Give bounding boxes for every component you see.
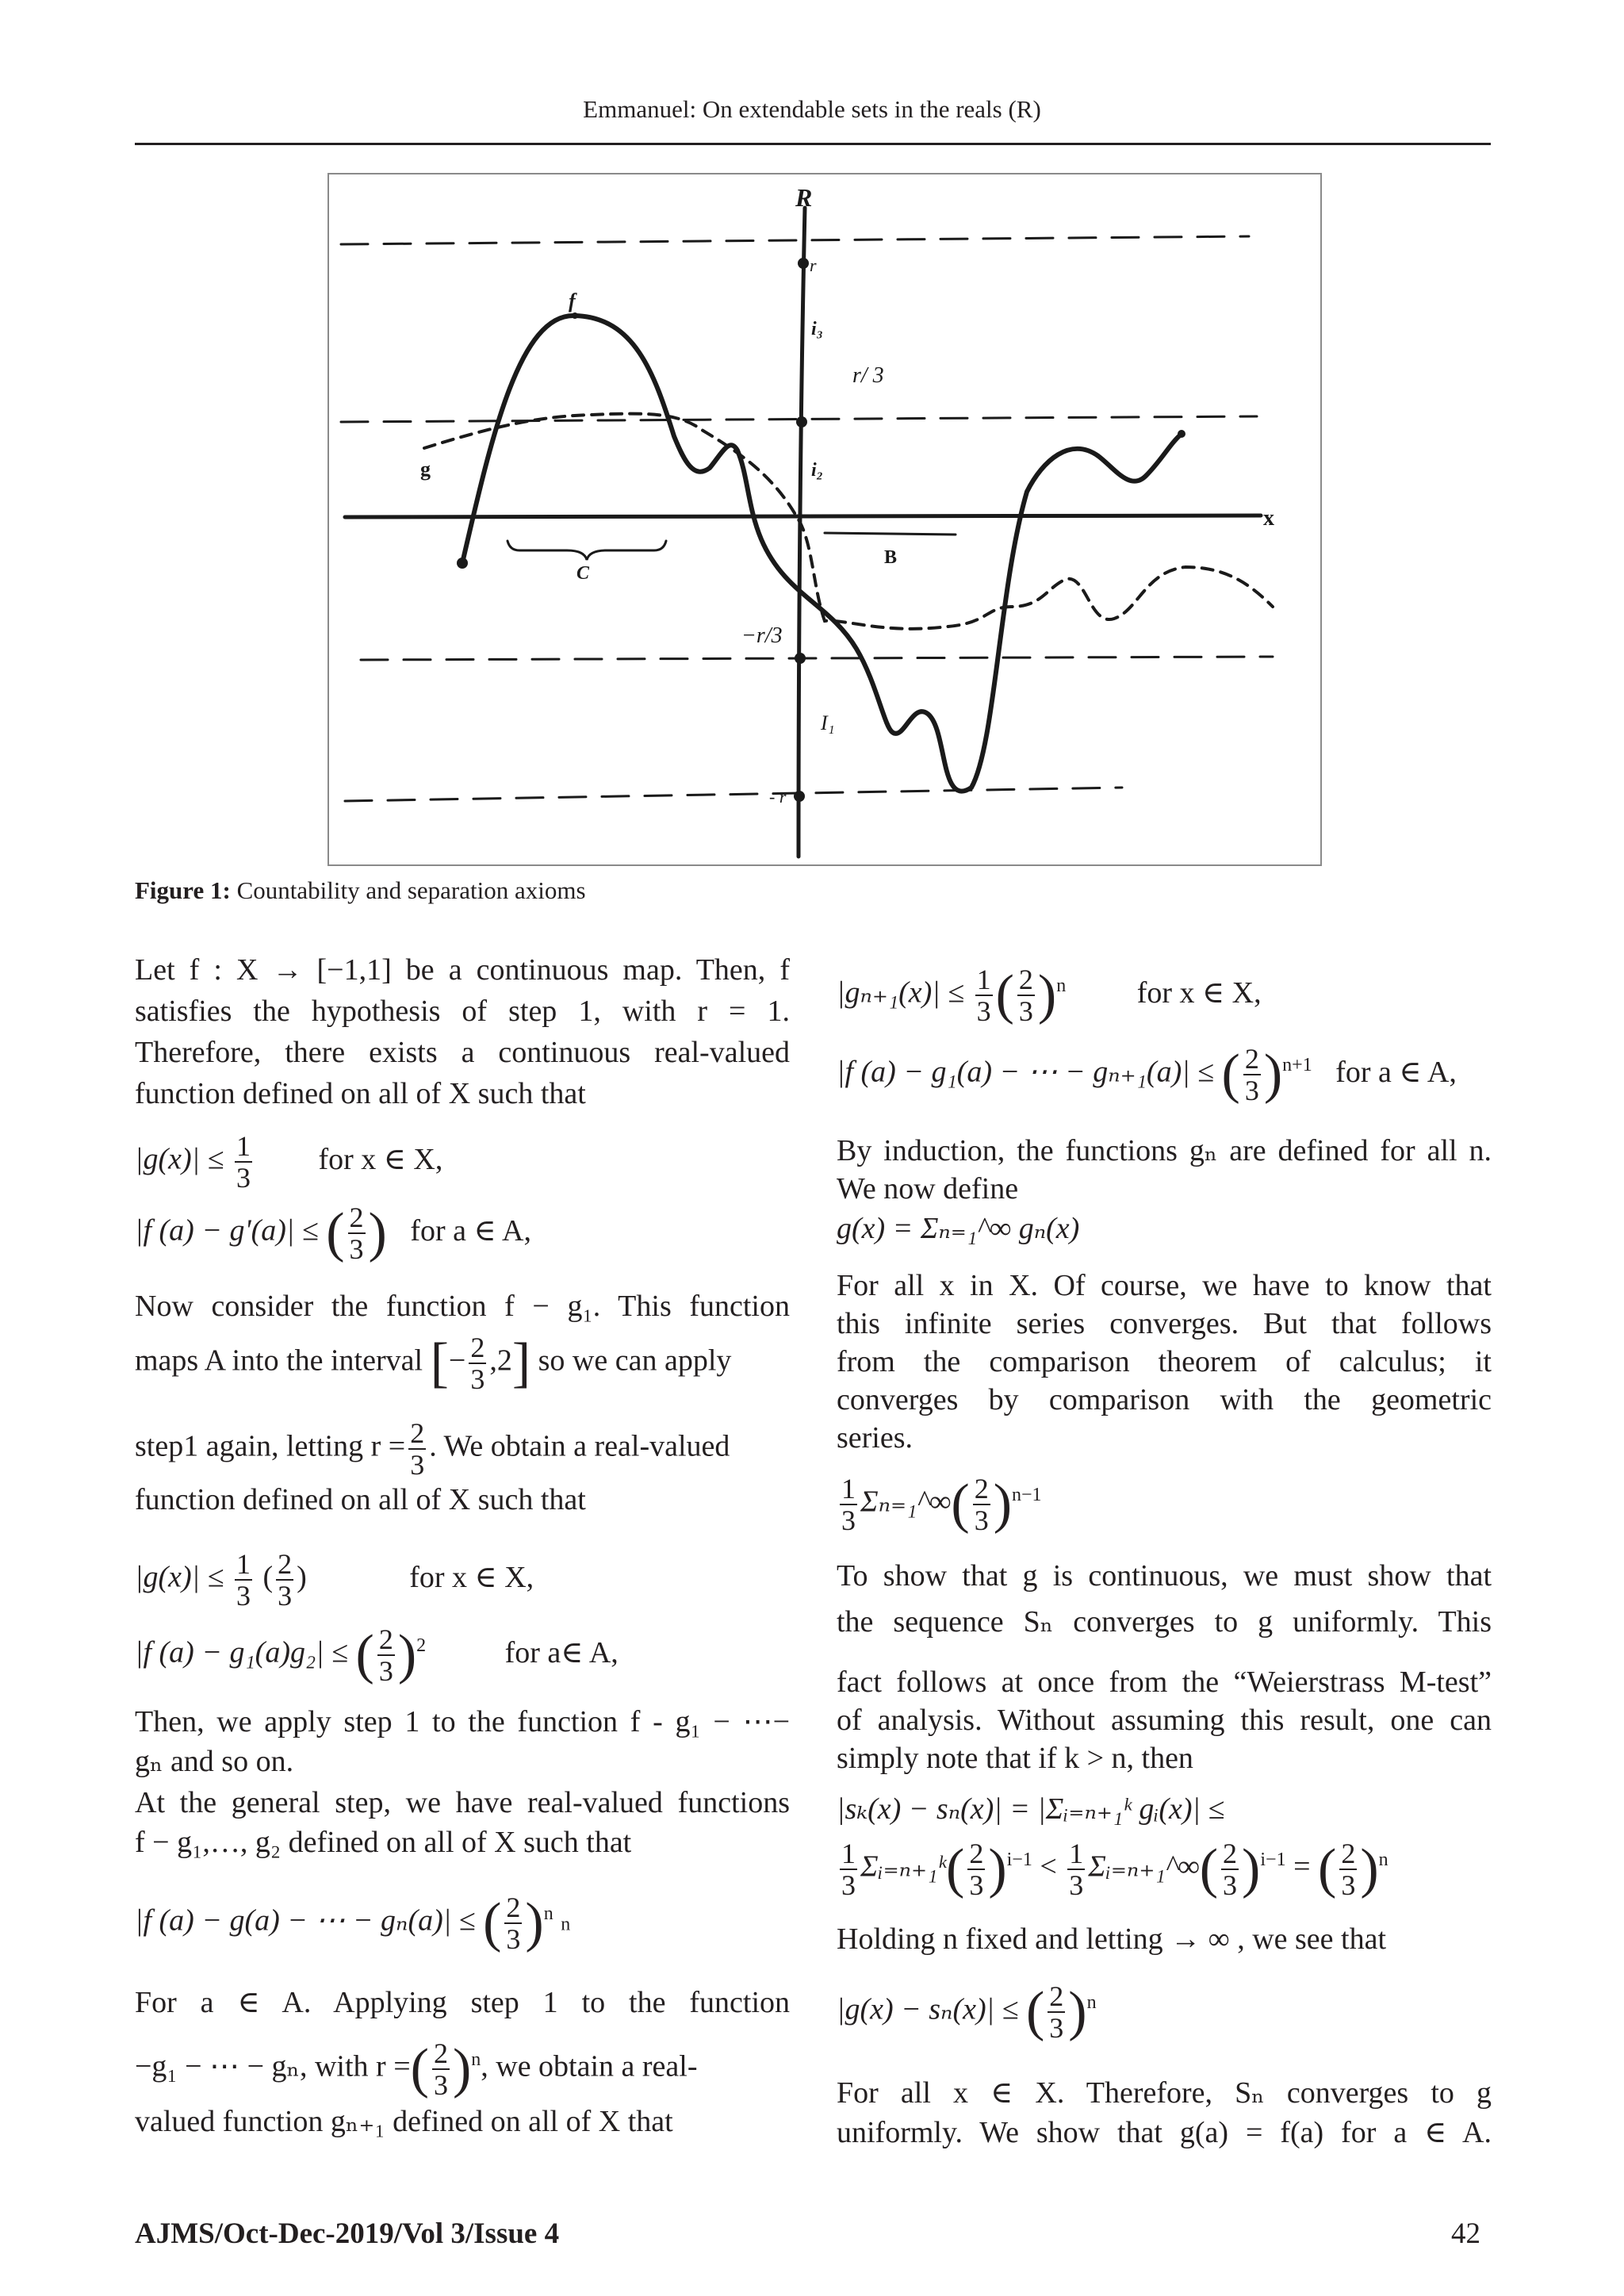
right-p3-line3: fact follows at once from the “Weierstrass M-test”: [837, 1665, 1492, 1699]
f-label: f: [569, 289, 576, 312]
right-eq6-cond: for x ∈ X,: [1136, 976, 1262, 1010]
right-p2-line2: this infinite series converges. But that follows: [837, 1307, 1492, 1340]
right-eq10: |sₖ(x) − sₙ(x)| = |Σᵢ₌ₙ₊₁ᵏ gᵢ(x)| ≤: [837, 1792, 1225, 1826]
header-rule: [135, 143, 1491, 145]
neg-r-dot: [794, 791, 805, 802]
b-line: [825, 533, 956, 535]
right-p1-line2: We now define: [837, 1172, 1019, 1205]
left-eq1-lhs: |g(x)| ≤: [135, 1142, 224, 1176]
left-p2-line2: maps A into the interval [− $\frac{2}{3}$ ,2] so we can apply: [135, 1332, 732, 1395]
left-p3-line1: Then, we apply step 1 to the function f - g₁ − ⋯−: [135, 1705, 790, 1738]
left-p5-line2-post: , we obtain a real-: [481, 2049, 698, 2083]
i2-label: i₂: [811, 460, 824, 481]
footer-page-number: 42: [1451, 2217, 1480, 2250]
r-frac: [408, 1418, 426, 1480]
f-start-dot: [457, 558, 468, 569]
frac-num: 1: [236, 1130, 251, 1162]
left-p5-line1: For a ∈ A. Applying step 1 to the function: [135, 1986, 790, 2019]
level-neg-r3-line: [361, 657, 1273, 660]
running-head: Emmanuel: On extendable sets in the reals (R): [583, 95, 1041, 123]
left-eq3-cond: for x ∈ X,: [409, 1560, 534, 1594]
c-label: C: [576, 563, 590, 584]
left-p1-line4: function defined on all of X such that: [135, 1077, 586, 1110]
right-p2-line3: from the comparison theorem of calculus; it: [837, 1345, 1492, 1378]
figure-1-drawing: [329, 174, 1320, 864]
right-eq7-cond: for a ∈ A,: [1335, 1055, 1457, 1089]
frac-num: 2: [349, 1202, 364, 1233]
left-eq4: |f (a) − g₁(a)g₂| ≤ ( $\frac{2}{3}$ )$^2$ for a∈ A,: [135, 1623, 619, 1687]
right-eq11: $\frac{1}{3}$ Σᵢ₌ₙ₊₁ᵏ( $\frac{2}{3}$ )$^{i-1}$ < $\frac{1}{3}$ Σᵢ₌ₙ₊₁^∞( $\frac{2}{3}$ )$^{i-1}$ = ( $\frac{2}{3}$ )$^n$: [841, 1838, 1388, 1901]
f-end-dot: [1178, 430, 1185, 438]
right-p1-line1: By induction, the functions gₙ are defined for all n.: [837, 1134, 1492, 1167]
x-axis-label: x: [1263, 506, 1274, 531]
i1-label: I₁: [821, 711, 835, 734]
right-p3-line2: the sequence Sₙ converges to g uniformly. This: [837, 1605, 1492, 1639]
r-dot: [798, 258, 809, 269]
i3-label: i₃: [811, 319, 824, 339]
right-eq7: |f (a) − g₁(a) − ⋯ − gₙ₊₁(a)| ≤ ( $\frac{2}{3}$ )$^{n+1}$ for a ∈ A,: [837, 1043, 1457, 1106]
right-p3-line5: simply note that if k > n, then: [837, 1742, 1193, 1775]
right-eq12-lhs: |g(x) − sₙ(x)| ≤: [837, 1992, 1019, 2026]
right-eq9-sum: Σₙ₌₁^∞: [860, 1485, 952, 1519]
left-p5-line2-pre: −g₁ − ⋯ − gₙ, with r =: [135, 2049, 411, 2083]
footer-journal: AJMS/Oct-Dec-2019/Vol 3/Issue 4: [135, 2217, 560, 2250]
left-eq3-lhs: |g(x)| ≤: [135, 1560, 224, 1594]
left-eq2-frac: [348, 1202, 366, 1264]
left-p2-line2-pre: maps A into the interval: [135, 1343, 423, 1378]
figure-1: [327, 173, 1322, 866]
g-label: g: [420, 458, 431, 481]
right-p3-line1: To show that g is continuous, we must show that: [837, 1559, 1492, 1593]
left-eq4-cond: for a∈ A,: [504, 1635, 619, 1669]
right-p2-line4: converges by comparison with the geometric: [837, 1383, 1492, 1416]
level-neg-r-line: [345, 788, 1122, 801]
r-label: r: [810, 255, 817, 275]
left-p4-line1: At the general step, we have real-valued functions: [135, 1786, 790, 1819]
figure-caption-label: Figure 1:: [135, 876, 231, 904]
left-p2-line3: [135, 1418, 790, 1480]
right-eq11-sum1: Σᵢ₌ₙ₊₁ᵏ: [860, 1849, 947, 1884]
left-p2-line3-post: . We obtain a real-valued: [429, 1429, 730, 1463]
left-p4-line2: f − g₁,…, g₂ defined on all of X such that: [135, 1826, 632, 1859]
left-p1-line2: satisfies the hypothesis of step 1, with r = 1.: [135, 995, 790, 1028]
frac-num: 2: [410, 1417, 425, 1449]
left-p2-line2-post: so we can apply: [538, 1343, 732, 1378]
right-eq9: $\frac{1}{3}$ Σₙ₌₁^∞( $\frac{2}{3}$ )$^{n-1}$: [841, 1473, 1042, 1536]
left-p2-line4: function defined on all of X such that: [135, 1483, 586, 1516]
left-eq1: [135, 1131, 790, 1193]
right-eq6-lhs: |gₙ₊₁(x)| ≤: [837, 976, 965, 1010]
g-curve: [424, 414, 1273, 629]
left-eq5-tail: n: [561, 1914, 571, 1935]
c-brace: [508, 541, 666, 560]
f-top-dot: [572, 312, 578, 319]
left-eq5-lhs: |f (a) − g(a) − ⋯ − gₙ(a)| ≤: [135, 1903, 476, 1938]
level-r-line: [341, 236, 1249, 244]
frac-den: 3: [349, 1233, 364, 1265]
right-p2-line1: For all x in X. Of course, we have to know that: [837, 1269, 1492, 1302]
left-eq1-frac: [235, 1131, 252, 1193]
neg-r-label: - r: [769, 787, 787, 807]
y-axis: [799, 208, 805, 857]
left-eq4-lhs: |f (a) − g₁(a)g₂| ≤: [135, 1635, 348, 1669]
right-p4: Holding n fixed and letting → ∞ , we see that: [837, 1922, 1386, 1956]
r-over-3-label: r/ 3: [852, 363, 884, 388]
x-axis: [345, 516, 1261, 517]
left-eq2-cond: for a ∈ A,: [410, 1213, 531, 1248]
right-eq12: |g(x) − sₙ(x)| ≤ ( $\frac{2}{3}$ )$^n$: [837, 1980, 1097, 2044]
left-p2-line1: Now consider the function f − g₁. This function: [135, 1290, 790, 1323]
right-p5-line1: For all x ∈ X. Therefore, Sₙ converges to g: [837, 2076, 1492, 2110]
left-p2-line3-pre: step1 again, letting r =: [135, 1429, 406, 1463]
frac-num: 2: [470, 1332, 485, 1363]
left-p3-line2: gₙ and so on.: [135, 1745, 294, 1778]
r3-dot: [796, 416, 807, 427]
right-eq8: g(x) = Σₙ₌₁^∞ gₙ(x): [837, 1212, 1080, 1245]
left-eq3: |g(x)| ≤ $\frac{1}{3}$ ( $\frac{2}{3}$ ) for x ∈ X,: [135, 1548, 534, 1612]
left-p1-line3: Therefore, there exists a continuous real-valued: [135, 1036, 790, 1069]
right-p3-line4: of analysis. Without assuming this result, one can: [837, 1704, 1492, 1737]
left-eq2: |f (a) − g'(a)| ≤ ( $\frac{2}{3}$ ) for a ∈ A,: [135, 1202, 531, 1265]
left-p5-line2: −g₁ − ⋯ − gₙ, with r =( $\frac{2}{3}$ )$^n$, we obtain a real-: [135, 2037, 698, 2101]
left-p5-line3: valued function gₙ₊₁ defined on all of X that: [135, 2105, 673, 2138]
interval-frac: [469, 1332, 486, 1394]
figure-caption: [135, 876, 586, 905]
right-eq6: |gₙ₊₁(x)| ≤ $\frac{1}{3}$ ( $\frac{2}{3}$ )$^n$ for x ∈ X,: [837, 964, 1262, 1027]
y-axis-label: R: [795, 183, 813, 212]
left-eq5: |f (a) − g(a) − ⋯ − gₙ(a)| ≤ ( $\frac{2}{3}$ )$^n$ n: [135, 1892, 571, 1955]
frac-den: 3: [470, 1363, 485, 1395]
neg-r3-dot: [795, 653, 806, 664]
left-p1-line1: Let f : X → [−1,1] be a continuous map. Then, f: [135, 953, 790, 987]
figure-caption-text: Countability and separation axioms: [236, 876, 586, 904]
right-eq7-lhs: |f (a) − g₁(a) − ⋯ − gₙ₊₁(a)| ≤: [837, 1055, 1215, 1089]
b-label: B: [884, 547, 898, 568]
right-p2-line5: series.: [837, 1421, 914, 1455]
frac-den: 3: [410, 1449, 425, 1481]
frac-den: 3: [236, 1162, 251, 1194]
neg-r-over-3-label: −r/3: [741, 623, 783, 648]
left-eq1-cond: for x ∈ X,: [318, 1142, 443, 1176]
left-eq2-lhs: |f (a) − g'(a)| ≤: [135, 1213, 319, 1248]
right-p5-line2: uniformly. We show that g(a) = f(a) for a ∈ A.: [837, 2116, 1492, 2149]
right-eq11-sum2: Σᵢ₌ₙ₊₁^∞: [1088, 1849, 1200, 1884]
